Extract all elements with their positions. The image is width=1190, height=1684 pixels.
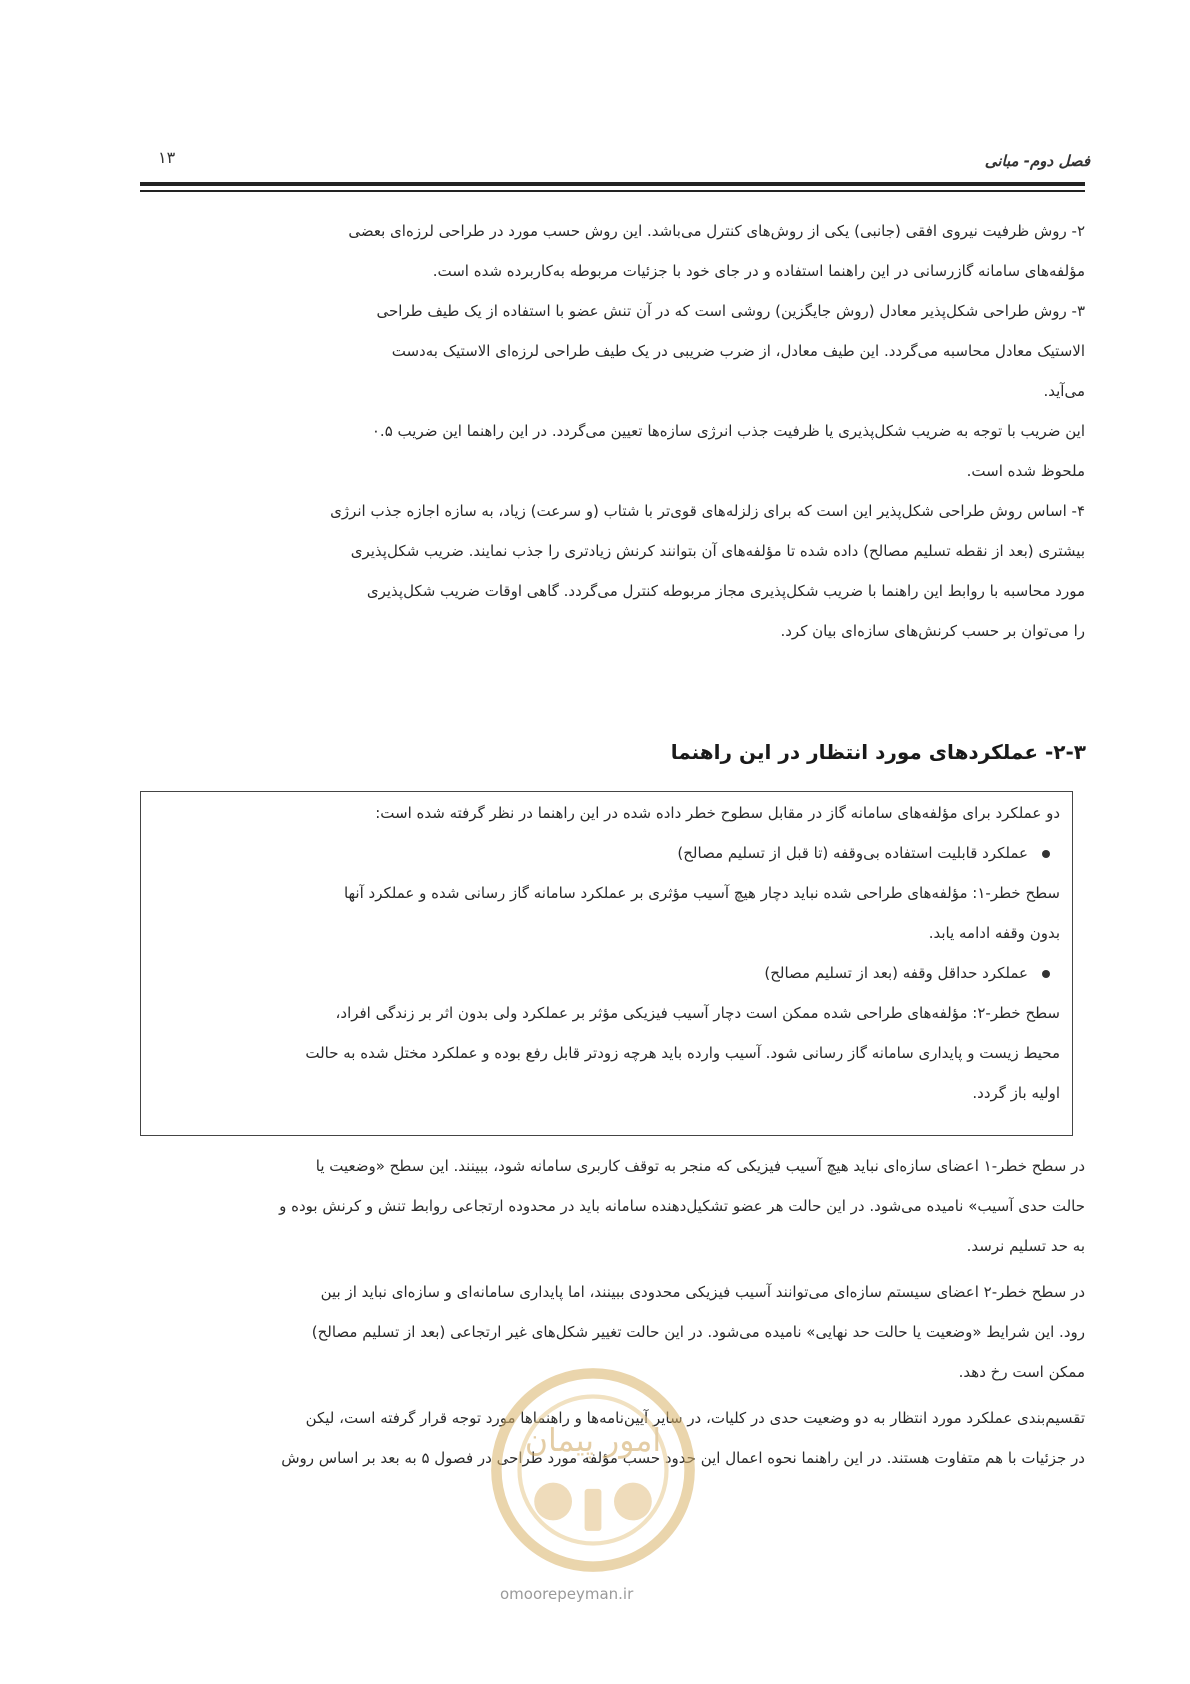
bullet-label: عملکرد قابلیت استفاده بی‌وقفه (تا قبل از تسلیم مصالح) bbox=[677, 844, 1028, 862]
bullet-icon bbox=[1042, 970, 1050, 978]
box-line: محیط زیست و پایداری سامانه گاز رسانی شود. آسیب وارده باید هرچه زودتر قابل رفع بوده و عملکرد مختل شده به حالت bbox=[305, 1044, 1060, 1062]
header-rule-thin bbox=[140, 190, 1085, 192]
paragraph-line: به حد تسلیم نرسد. bbox=[966, 1237, 1085, 1255]
bullet-item bbox=[764, 953, 1050, 993]
bullet-item bbox=[677, 833, 1050, 873]
bullet-icon bbox=[1042, 850, 1050, 858]
paragraph-line: مؤلفه‌های سامانه گازرسانی در این راهنما استفاده و در جای خود با جزئیات مربوطه به‌کاربرده شده است. bbox=[432, 262, 1085, 280]
paragraph-line: ملحوظ شده است. bbox=[966, 462, 1085, 480]
paragraph-line: می‌آید. bbox=[1043, 382, 1085, 400]
paragraph-line: ممکن است رخ دهد. bbox=[958, 1363, 1085, 1381]
box-intro: دو عملکرد برای مؤلفه‌های سامانه گاز در مقابل سطوح خطر داده شده در این راهنما در نظر گرفته شده است: bbox=[375, 804, 1060, 822]
chapter-title: فصل دوم- مبانی bbox=[984, 152, 1090, 170]
page-number: ۱۳ bbox=[158, 148, 176, 167]
paragraph-line: در سطح خطر-۱ اعضای سازه‌ای نباید هیچ آسیب فیزیکی که منجر به توقف کاربری سامانه شود، ببینند. این سطح «وضعیت یا bbox=[315, 1157, 1085, 1175]
paragraph-line: ۲- روش ظرفیت نیروی افقی (جانبی) یکی از روش‌های کنترل می‌باشد. این روش حسب مورد در طراحی لرزه‌ای بعضی bbox=[348, 222, 1085, 240]
paragraph-line: تقسیم‌بندی عملکرد مورد انتظار به دو وضعیت حدی در کلیات، در سایر آیین‌نامه‌ها و راهنماها مورد توجه قرار گرفته است، لیکن bbox=[305, 1409, 1085, 1427]
paragraph-line: الاستیک معادل محاسبه می‌گردد. این طیف معادل، از ضرب ضریبی در یک طیف طراحی لرزه‌ای الاستیک به‌دست bbox=[391, 342, 1085, 360]
bullet-label: عملکرد حداقل وقفه (بعد از تسلیم مصالح) bbox=[764, 964, 1028, 982]
box-line: سطح خطر-۲: مؤلفه‌های طراحی شده ممکن است دچار آسیب فیزیکی مؤثر بر عملکرد ولی بدون اثر بر زندگی افراد، bbox=[335, 1004, 1060, 1022]
performance-box bbox=[140, 791, 1073, 1136]
header-rule-thick bbox=[140, 182, 1085, 186]
paragraph-line: در جزئیات با هم متفاوت هستند. در این راهنما نحوه اعمال این حدود حسب مؤلفه مورد طراحی در فصول ۵ به بعد بر اساس روش bbox=[281, 1449, 1085, 1467]
box-line: سطح خطر-۱: مؤلفه‌های طراحی شده نباید دچار هیچ آسیب مؤثری بر عملکرد سامانه گاز رسانی شده و عملکرد آنها bbox=[343, 884, 1060, 902]
paragraph-line: رود. این شرایط «وضعیت یا حالت حد نهایی» نامیده می‌شود. در این حالت تغییر شکل‌های غیر ارتجاعی (بعد از تسلیم مصالح) bbox=[311, 1323, 1085, 1341]
paragraph-line: در سطح خطر-۲ اعضای سیستم سازه‌ای می‌توانند آسیب فیزیکی محدودی ببینند، اما پایداری سامانه‌ای و سازه‌ای نباید از بین bbox=[320, 1283, 1085, 1301]
paragraph-line: حالت حدی آسیب» نامیده می‌شود. در این حالت هر عضو تشکیل‌دهنده سامانه باید در محدوده ارتجاعی روابط تنش و کرنش بوده و bbox=[279, 1197, 1085, 1215]
paragraph-line: این ضریب با توجه به ضریب شکل‌پذیری یا ظرفیت جذب انرژی سازه‌ها تعیین می‌گردد. در این راهنما این ضریب ۰.۵ bbox=[371, 422, 1085, 440]
watermark-logo-text: امور پیمان bbox=[524, 1423, 662, 1460]
paragraph-line: ۳- روش طراحی شکل‌پذیر معادل (روش جایگزین) روشی است که در آن تنش عضو با استفاده از یک طیف طراحی bbox=[376, 302, 1085, 320]
paragraph-line: بیشتری (بعد از نقطه تسلیم مصالح) داده شده تا مؤلفه‌های آن بتوانند کرنش زیادتری را جذب نمایند. ضریب شکل‌پذیری bbox=[350, 542, 1085, 560]
box-line: اولیه باز گردد. bbox=[972, 1084, 1060, 1102]
watermark-url: omoorepeyman.ir bbox=[500, 1585, 634, 1603]
paragraph-line: را می‌توان بر حسب کرنش‌های سازه‌ای بیان کرد. bbox=[780, 622, 1085, 640]
section-heading: ۲-۳- عملکردهای مورد انتظار در این راهنما bbox=[670, 740, 1086, 764]
paragraph-line: مورد محاسبه با روابط این راهنما با ضریب شکل‌پذیری مجاز مربوطه کنترل می‌گردد. گاهی اوقات ضریب شکل‌پذیری bbox=[366, 582, 1085, 600]
watermark-logo-icon bbox=[488, 1365, 698, 1575]
paragraph-line: ۴- اساس روش طراحی شکل‌پذیر این است که برای زلزله‌های قوی‌تر با شتاب (و سرعت) زیاد، به سازه اجازه جذب انرژی bbox=[330, 502, 1085, 520]
box-line: بدون وقفه ادامه یابد. bbox=[928, 924, 1060, 942]
